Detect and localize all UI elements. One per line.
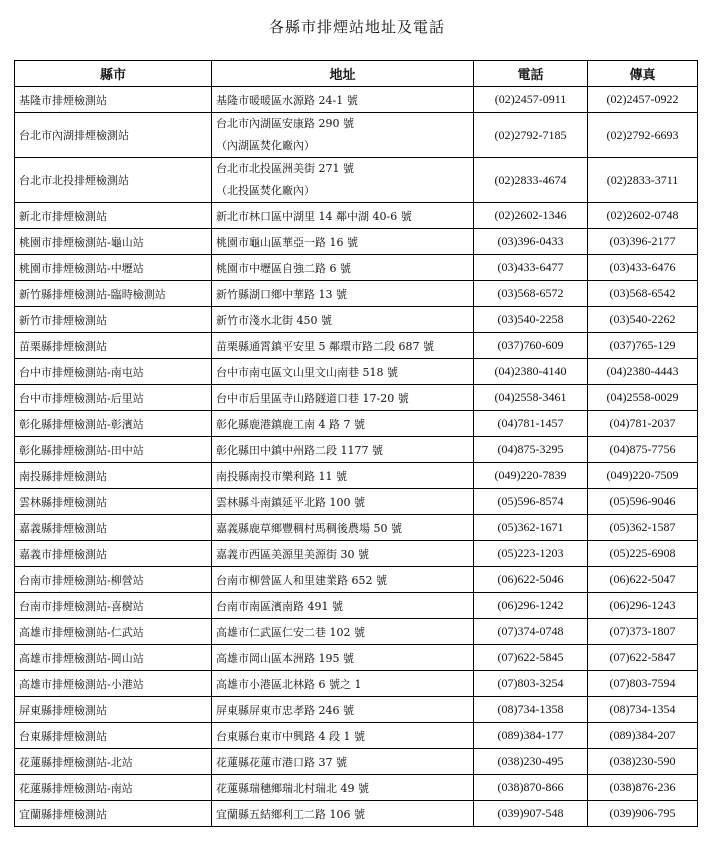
station-name: 屏東縣排煙檢測站 xyxy=(15,697,212,723)
station-address xyxy=(212,567,474,593)
address-line: 桃園市龜山區華亞一路 16 號 xyxy=(216,235,358,249)
table-row xyxy=(15,333,698,359)
station-fax: (07)622-5847 xyxy=(588,645,698,671)
station-phone: (02)2833-4674 xyxy=(474,158,588,203)
station-address xyxy=(212,541,474,567)
station-phone: (02)2457-0911 xyxy=(474,87,588,113)
station-address xyxy=(212,385,474,411)
station-name: 新竹縣排煙檢測站-臨時檢測站 xyxy=(15,281,212,307)
station-phone: (049)220-7839 xyxy=(474,463,588,489)
station-phone: (04)875-3295 xyxy=(474,437,588,463)
table-row xyxy=(15,437,698,463)
table-row xyxy=(15,697,698,723)
station-fax: (04)2380-4443 xyxy=(588,359,698,385)
station-address xyxy=(212,671,474,697)
station-table xyxy=(14,60,698,827)
address-line: （內湖區焚化廠內） xyxy=(216,139,315,152)
station-phone: (038)870-866 xyxy=(474,775,588,801)
address-line: 台中市南屯區文山里文山南巷 518 號 xyxy=(216,365,398,379)
station-address xyxy=(212,87,474,113)
station-name: 嘉義市排煙檢測站 xyxy=(15,541,212,567)
table-row xyxy=(15,113,698,158)
station-phone: (08)734-1358 xyxy=(474,697,588,723)
header-address: 地址 xyxy=(212,61,474,87)
station-name: 宜蘭縣排煙檢測站 xyxy=(15,801,212,827)
table-row xyxy=(15,203,698,229)
station-fax: (04)2558-0029 xyxy=(588,385,698,411)
station-fax: (089)384-207 xyxy=(588,723,698,749)
table-row xyxy=(15,775,698,801)
address-line: 花蓮縣花蓮市港口路 37 號 xyxy=(216,755,347,769)
station-name: 高雄市排煙檢測站-小港站 xyxy=(15,671,212,697)
station-name: 花蓮縣排煙檢測站-北站 xyxy=(15,749,212,775)
station-fax: (04)875-7756 xyxy=(588,437,698,463)
station-phone: (05)223-1203 xyxy=(474,541,588,567)
header-phone: 電話 xyxy=(474,61,588,87)
table-row xyxy=(15,489,698,515)
station-address xyxy=(212,489,474,515)
address-line: 苗栗縣通霄鎮平安里 5 鄰環市路二段 687 號 xyxy=(216,339,434,353)
station-address xyxy=(212,775,474,801)
station-name: 台東縣排煙檢測站 xyxy=(15,723,212,749)
station-phone: (07)374-0748 xyxy=(474,619,588,645)
station-fax: (038)230-590 xyxy=(588,749,698,775)
station-phone: (03)540-2258 xyxy=(474,307,588,333)
station-name: 苗栗縣排煙檢測站 xyxy=(15,333,212,359)
station-address xyxy=(212,229,474,255)
table-row xyxy=(15,158,698,203)
station-name: 高雄市排煙檢測站-岡山站 xyxy=(15,645,212,671)
station-name: 台南市排煙檢測站-喜樹站 xyxy=(15,593,212,619)
station-fax: (02)2457-0922 xyxy=(588,87,698,113)
station-address xyxy=(212,333,474,359)
station-phone: (04)2380-4140 xyxy=(474,359,588,385)
station-name: 南投縣排煙檢測站 xyxy=(15,463,212,489)
address-line: 彰化縣鹿港鎮鹿工南 4 路 7 號 xyxy=(216,417,365,431)
address-line: 嘉義市西區美源里美源街 30 號 xyxy=(216,547,369,561)
station-name: 新北市排煙檢測站 xyxy=(15,203,212,229)
address-line: 台北市內湖區安康路 290 號 xyxy=(216,117,354,130)
address-line: 彰化縣田中鎮中州路二段 1177 號 xyxy=(216,443,383,457)
table-header-row xyxy=(15,61,698,87)
table-row xyxy=(15,541,698,567)
station-phone: (089)384-177 xyxy=(474,723,588,749)
address-line: 台北市北投區洲美街 271 號 xyxy=(216,162,354,175)
station-address xyxy=(212,437,474,463)
station-fax: (038)876-236 xyxy=(588,775,698,801)
table-row xyxy=(15,87,698,113)
station-fax: (02)2833-3711 xyxy=(588,158,698,203)
station-fax: (08)734-1354 xyxy=(588,697,698,723)
station-name: 基隆市排煙檢測站 xyxy=(15,87,212,113)
station-phone: (03)396-0433 xyxy=(474,229,588,255)
station-phone: (04)781-1457 xyxy=(474,411,588,437)
address-line: 高雄市小港區北林路 6 號之 1 xyxy=(216,677,362,691)
address-line: 台東縣台東市中興路 4 段 1 號 xyxy=(216,729,365,743)
station-phone: (05)596-8574 xyxy=(474,489,588,515)
station-phone: (02)2792-7185 xyxy=(474,113,588,158)
address-line: 新北市林口區中湖里 14 鄰中湖 40-6 號 xyxy=(216,209,412,223)
station-fax: (07)803-7594 xyxy=(588,671,698,697)
station-name: 台中市排煙檢測站-后里站 xyxy=(15,385,212,411)
station-name: 桃園市排煙檢測站-龜山站 xyxy=(15,229,212,255)
station-address xyxy=(212,593,474,619)
station-name: 雲林縣排煙檢測站 xyxy=(15,489,212,515)
station-phone: (04)2558-3461 xyxy=(474,385,588,411)
table-row xyxy=(15,307,698,333)
station-phone: (02)2602-1346 xyxy=(474,203,588,229)
header-fax: 傳真 xyxy=(588,61,698,87)
station-address xyxy=(212,749,474,775)
address-line: 高雄市岡山區本洲路 195 號 xyxy=(216,651,354,665)
table-row xyxy=(15,671,698,697)
station-phone: (03)568-6572 xyxy=(474,281,588,307)
table-row xyxy=(15,593,698,619)
station-fax: (05)225-6908 xyxy=(588,541,698,567)
table-row xyxy=(15,463,698,489)
table-row xyxy=(15,359,698,385)
table-row xyxy=(15,229,698,255)
table-row xyxy=(15,801,698,827)
address-line: 新竹縣湖口鄉中華路 13 號 xyxy=(216,287,347,301)
station-phone: (038)230-495 xyxy=(474,749,588,775)
station-address xyxy=(212,359,474,385)
station-fax: (03)568-6542 xyxy=(588,281,698,307)
station-address xyxy=(212,307,474,333)
table-row xyxy=(15,515,698,541)
station-address xyxy=(212,463,474,489)
station-fax: (06)622-5047 xyxy=(588,567,698,593)
station-phone: (07)803-3254 xyxy=(474,671,588,697)
station-address xyxy=(212,411,474,437)
address-line: 新竹市淺水北街 450 號 xyxy=(216,313,332,327)
station-name: 新竹市排煙檢測站 xyxy=(15,307,212,333)
station-fax: (039)906-795 xyxy=(588,801,698,827)
table-row xyxy=(15,255,698,281)
station-fax: (03)540-2262 xyxy=(588,307,698,333)
station-name: 台北市北投排煙檢測站 xyxy=(15,158,212,203)
address-line: 高雄市仁武區仁安二巷 102 號 xyxy=(216,625,365,639)
station-phone: (07)622-5845 xyxy=(474,645,588,671)
station-phone: (037)760-609 xyxy=(474,333,588,359)
table-row xyxy=(15,411,698,437)
station-phone: (039)907-548 xyxy=(474,801,588,827)
table-row xyxy=(15,749,698,775)
address-line: 嘉義縣鹿草鄉豐稠村馬稠後農場 50 號 xyxy=(216,521,402,535)
station-name: 彰化縣排煙檢測站-田中站 xyxy=(15,437,212,463)
table-row xyxy=(15,619,698,645)
address-line: 花蓮縣瑞穗鄉瑞北村瑞北 49 號 xyxy=(216,781,369,795)
station-fax: (049)220-7509 xyxy=(588,463,698,489)
station-name: 花蓮縣排煙檢測站-南站 xyxy=(15,775,212,801)
station-fax: (05)362-1587 xyxy=(588,515,698,541)
station-name: 台中市排煙檢測站-南屯站 xyxy=(15,359,212,385)
station-address xyxy=(212,515,474,541)
address-line: 台南市南區濱南路 491 號 xyxy=(216,599,343,613)
station-address xyxy=(212,255,474,281)
station-name: 嘉義縣排煙檢測站 xyxy=(15,515,212,541)
station-address xyxy=(212,645,474,671)
station-address xyxy=(212,723,474,749)
station-fax: (037)765-129 xyxy=(588,333,698,359)
address-line: 台南市柳營區人和里建業路 652 號 xyxy=(216,573,387,587)
station-fax: (02)2602-0748 xyxy=(588,203,698,229)
address-line: 基隆市暖暖區水源路 24-1 號 xyxy=(216,93,358,107)
station-name: 彰化縣排煙檢測站-彰濱站 xyxy=(15,411,212,437)
address-line: 台中市后里區寺山路隧道口巷 17-20 號 xyxy=(216,391,409,405)
address-line: 桃園市中壢區自強二路 6 號 xyxy=(216,261,351,275)
station-address xyxy=(212,113,474,158)
station-address xyxy=(212,801,474,827)
station-address xyxy=(212,158,474,203)
address-line: 南投縣南投市樂利路 11 號 xyxy=(216,469,347,483)
header-county: 縣市 xyxy=(15,61,212,87)
table-row xyxy=(15,385,698,411)
address-line: 宜蘭縣五結鄉利工二路 106 號 xyxy=(216,807,365,821)
station-fax: (03)433-6476 xyxy=(588,255,698,281)
station-fax: (07)373-1807 xyxy=(588,619,698,645)
station-fax: (04)781-2037 xyxy=(588,411,698,437)
table-row xyxy=(15,645,698,671)
station-phone: (06)622-5046 xyxy=(474,567,588,593)
station-phone: (05)362-1671 xyxy=(474,515,588,541)
station-fax: (03)396-2177 xyxy=(588,229,698,255)
station-fax: (05)596-9046 xyxy=(588,489,698,515)
station-address xyxy=(212,203,474,229)
station-name: 台北市內湖排煙檢測站 xyxy=(15,113,212,158)
station-address xyxy=(212,619,474,645)
station-phone: (06)296-1242 xyxy=(474,593,588,619)
table-row xyxy=(15,281,698,307)
address-line: （北投區焚化廠內） xyxy=(216,184,315,197)
station-address xyxy=(212,281,474,307)
station-name: 桃園市排煙檢測站-中壢站 xyxy=(15,255,212,281)
station-name: 台南市排煙檢測站-柳營站 xyxy=(15,567,212,593)
table-row xyxy=(15,723,698,749)
station-fax: (06)296-1243 xyxy=(588,593,698,619)
station-fax: (02)2792-6693 xyxy=(588,113,698,158)
station-address xyxy=(212,697,474,723)
station-phone: (03)433-6477 xyxy=(474,255,588,281)
page-title: 各縣市排煙站地址及電話 xyxy=(268,18,445,36)
address-line: 屏東縣屏東市忠孝路 246 號 xyxy=(216,703,354,717)
station-name: 高雄市排煙檢測站-仁武站 xyxy=(15,619,212,645)
address-line: 雲林縣斗南鎮延平北路 100 號 xyxy=(216,495,365,509)
table-row xyxy=(15,567,698,593)
